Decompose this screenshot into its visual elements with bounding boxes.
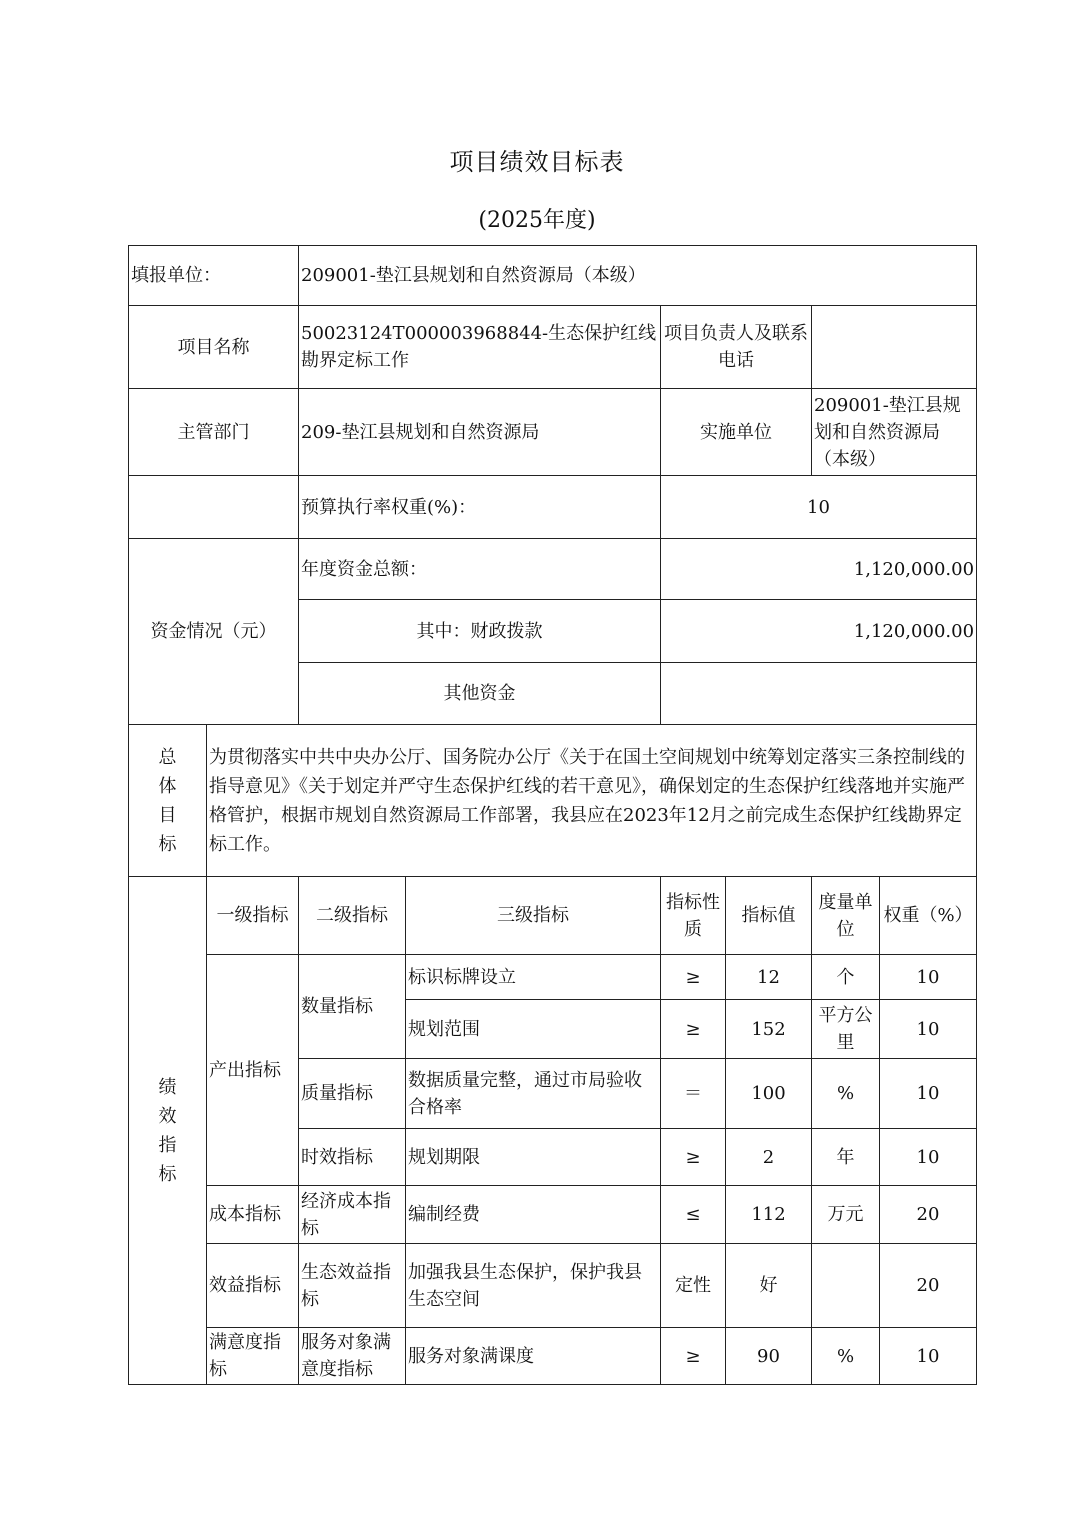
indicator-unit: % (812, 1059, 880, 1129)
unit-value: 209001-垫江县规划和自然资源局（本级） (299, 246, 977, 306)
indicator-name: 规划期限 (406, 1129, 661, 1186)
indicator-name: 加强我县生态保护，保护我县生态空间 (406, 1244, 661, 1328)
indicator-row (129, 1244, 977, 1328)
level1-satisfaction: 满意度指标 (207, 1328, 299, 1385)
indicator-unit: 万元 (812, 1186, 880, 1244)
overall-goal-text: 为贯彻落实中共中央办公厅、国务院办公厅《关于在国土空间规划中统筹划定落实三条控制线的指导意见》《关于划定并严守生态保护红线的若干意见》，确保划定的生态保护红线落地并实施严格管护，根据市规划自然资源局工作部署，我县应在2023年12月之前完成生态保护红线勘界定标工作。 (207, 725, 977, 877)
level2-service-satisfaction: 服务对象满意度指标 (299, 1328, 406, 1385)
unit-row (129, 246, 977, 306)
level1-cost: 成本指标 (207, 1186, 299, 1244)
indicator-weight: 10 (880, 1059, 977, 1129)
funds-fiscal-value: 1,120,000.00 (661, 600, 977, 663)
indicator-nature: ≥ (661, 955, 726, 1000)
indicator-weight: 10 (880, 955, 977, 1000)
level2-eco-benefit: 生态效益指标 (299, 1244, 406, 1328)
document-title: 项目绩效目标表 (449, 148, 625, 176)
budget-weight-value: 10 (661, 476, 977, 539)
header-weight: 权重（%） (880, 877, 977, 955)
department-row (129, 389, 977, 476)
indicator-name: 编制经费 (406, 1186, 661, 1244)
indicator-name: 规划范围 (406, 1000, 661, 1059)
budget-weight-row (129, 476, 977, 539)
funds-fiscal-label: 其中：财政拨款 (299, 600, 661, 663)
project-name-row (129, 306, 977, 389)
indicator-nature: ≥ (661, 1000, 726, 1059)
funds-total-row (129, 539, 977, 600)
indicator-row (129, 1328, 977, 1385)
level2-quantity: 数量指标 (299, 955, 406, 1059)
indicators-label (129, 877, 207, 1385)
indicator-value: 90 (726, 1328, 812, 1385)
indicator-nature: 定性 (661, 1244, 726, 1328)
indicator-value: 152 (726, 1000, 812, 1059)
impl-label: 实施单位 (661, 389, 812, 476)
funds-other-value (661, 663, 977, 725)
dept-value: 209-垫江县规划和自然资源局 (299, 389, 661, 476)
level1-output: 产出指标 (207, 955, 299, 1186)
indicator-weight: 20 (880, 1186, 977, 1244)
budget-weight-blank (129, 476, 299, 539)
dept-label: 主管部门 (129, 389, 299, 476)
header-level1: 一级指标 (207, 877, 299, 955)
indicator-value: 100 (726, 1059, 812, 1129)
project-name-value: 50023124T000003968844-生态保护红线勘界定标工作 (299, 306, 661, 389)
impl-value: 209001-垫江县规划和自然资源局（本级） (812, 389, 977, 476)
indicator-value: 112 (726, 1186, 812, 1244)
project-name-label: 项目名称 (129, 306, 299, 389)
indicator-name: 标识标牌设立 (406, 955, 661, 1000)
indicator-row (129, 955, 977, 1000)
contact-label: 项目负责人及联系电话 (661, 306, 812, 389)
indicator-unit: 年 (812, 1129, 880, 1186)
indicator-name: 服务对象满课度 (406, 1328, 661, 1385)
overall-goal-row (129, 725, 977, 877)
header-value: 指标值 (726, 877, 812, 955)
indicator-header-row (129, 877, 977, 955)
indicator-weight: 10 (880, 1129, 977, 1186)
funds-other-label: 其他资金 (299, 663, 661, 725)
document-year: (2025年度) (478, 208, 596, 233)
overall-goal-label-text: 总体目标 (158, 746, 177, 855)
contact-value (812, 306, 977, 389)
indicator-nature: ＝ (661, 1059, 726, 1129)
indicator-row (129, 1186, 977, 1244)
header-nature: 指标性质 (661, 877, 726, 955)
unit-label: 填报单位： (129, 246, 299, 306)
funds-total-label: 年度资金总额： (299, 539, 661, 600)
indicator-unit: 个 (812, 955, 880, 1000)
indicator-weight: 10 (880, 1328, 977, 1385)
funds-label: 资金情况（元） (129, 539, 299, 725)
funds-total-value: 1,120,000.00 (661, 539, 977, 600)
indicator-value: 2 (726, 1129, 812, 1186)
indicator-unit: 平方公里 (812, 1000, 880, 1059)
indicator-nature: ≥ (661, 1129, 726, 1186)
level2-quality: 质量指标 (299, 1059, 406, 1129)
indicator-unit: % (812, 1328, 880, 1385)
header-level2: 二级指标 (299, 877, 406, 955)
indicator-value: 12 (726, 955, 812, 1000)
indicator-nature: ≤ (661, 1186, 726, 1244)
indicator-weight: 20 (880, 1244, 977, 1328)
budget-weight-label: 预算执行率权重(%)： (299, 476, 661, 539)
header-unit: 度量单位 (812, 877, 880, 955)
indicator-name: 数据质量完整，通过市局验收合格率 (406, 1059, 661, 1129)
overall-goal-label (129, 725, 207, 877)
indicators-label-text: 绩效指标 (158, 1076, 177, 1185)
indicator-nature: ≥ (661, 1328, 726, 1385)
level2-timeliness: 时效指标 (299, 1129, 406, 1186)
header-level3: 三级指标 (406, 877, 661, 955)
performance-target-table (128, 245, 977, 1385)
level1-benefit: 效益指标 (207, 1244, 299, 1328)
indicator-unit (812, 1244, 880, 1328)
indicator-value: 好 (726, 1244, 812, 1328)
level2-econ-cost: 经济成本指标 (299, 1186, 406, 1244)
indicator-weight: 10 (880, 1000, 977, 1059)
